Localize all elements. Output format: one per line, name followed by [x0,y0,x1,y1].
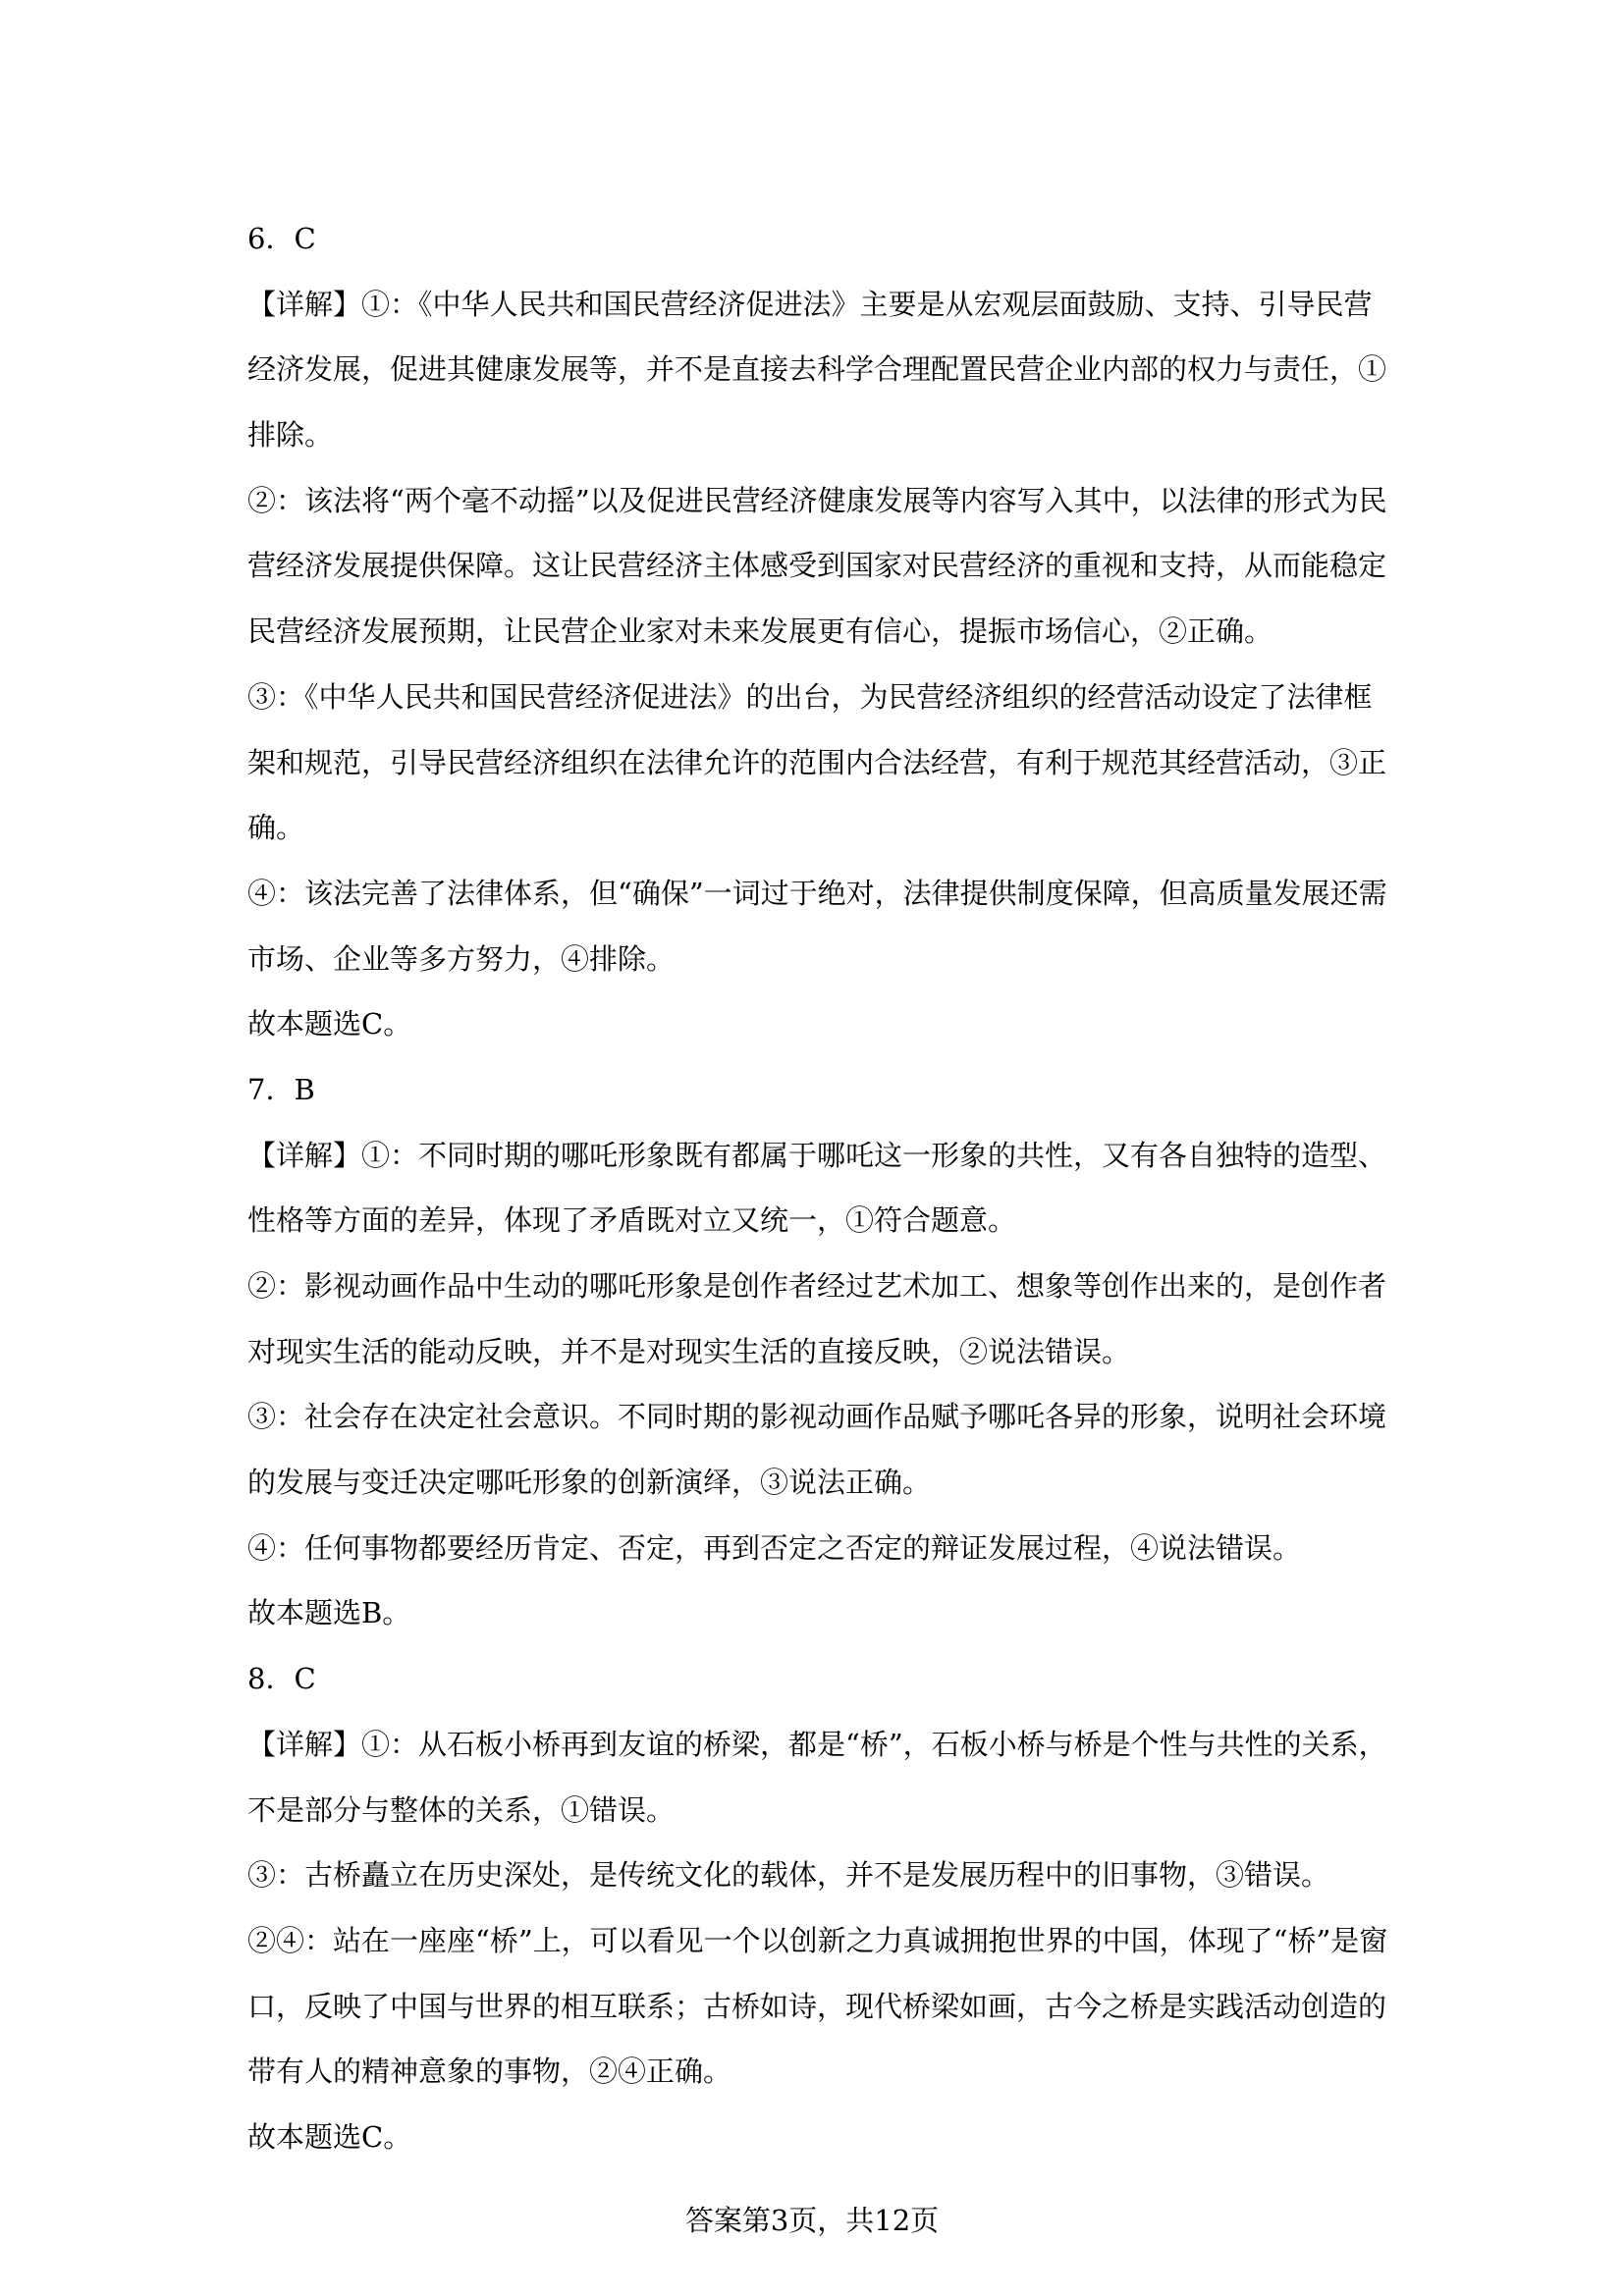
text-line: 的发展与变迁决定哪吒形象的创新演绎，③说法正确。 [247,1466,932,1500]
text-line: 8．C [247,1662,316,1696]
text-line: 确。 [247,811,305,845]
text-line: 经济发展，促进其健康发展等，并不是直接去科学合理配置民营企业内部的权力与责任，① [247,352,1387,387]
text-line: 营经济发展提供保障。这让民营经济主体感受到国家对民营经济的重视和支持，从而能稳定 [247,549,1387,583]
text-line: ②：影视动画作品中生动的哪吒形象是创作者经过艺术加工、想象等创作出来的，是创作者 [247,1269,1387,1303]
text-line: 口，反映了中国与世界的相互联系；古桥如诗，现代桥梁如画，古今之桥是实践活动创造的 [247,1989,1387,2023]
text-line: ③：社会存在决定社会意识。不同时期的影视动画作品赋予哪吒各异的形象，说明社会环境 [247,1400,1387,1434]
text-line: ③：古桥矗立在历史深处，是传统文化的载体，并不是发展历程中的旧事物，③错误。 [247,1858,1330,1893]
text-line: 民营经济发展预期，让民营企业家对未来发展更有信心，提振市场信心，②正确。 [247,614,1273,649]
text-line: 故本题选C。 [247,2119,412,2154]
text-line: 【详解】①：《中华人民共和国民营经济促进法》主要是从宏观层面鼓励、支持、引导民营 [247,287,1373,321]
page-footer: 答案第3页，共12页 [684,2204,940,2237]
text-line: 市场、企业等多方努力，④排除。 [247,941,676,976]
text-line: 【详解】①：从石板小桥再到友谊的桥梁，都是“桥”，石板小桥与桥是个性与共性的关系， [247,1727,1387,1761]
text-line: 【详解】①：不同时期的哪吒形象既有都属于哪吒这一形象的共性，又有各自独特的造型、 [247,1138,1387,1172]
text-line: ④：任何事物都要经历肯定、否定，再到否定之否定的辩证发展过程，④说法错误。 [247,1530,1302,1565]
text-line: ④：该法完善了法律体系，但“确保”一词过于绝对，法律提供制度保障，但高质量发展还需 [247,876,1387,910]
text-line: 故本题选C。 [247,1007,412,1041]
answer-content [247,206,1386,2170]
text-line: 对现实生活的能动反映，并不是对现实生活的直接反映，②说法错误。 [247,1334,1131,1368]
text-line: 带有人的精神意象的事物，②④正确。 [247,2055,732,2089]
text-line: 7．B [247,1072,315,1106]
text-line: 排除。 [247,418,334,453]
text-line: 6．C [247,222,316,255]
text-line: 架和规范，引导民营经济组织在法律允许的范围内合法经营，有利于规范其经营活动，③正 [247,745,1387,779]
text-line: 故本题选B。 [247,1596,411,1630]
text-line: 不是部分与整体的关系，①错误。 [247,1792,676,1827]
text-line: ③：《中华人民共和国民营经济促进法》的出台，为民营经济组织的经营活动设定了法律框 [247,679,1373,714]
text-line: ②④：站在一座座“桥”上，可以看见一个以创新之力真诚拥抱世界的中国，体现了“桥”是窗 [247,1923,1388,1957]
text-line: ②：该法将“两个毫不动摇”以及促进民营经济健康发展等内容写入其中，以法律的形式为民 [247,483,1387,517]
text-line: 性格等方面的差异，体现了矛盾既对立又统一，①符合题意。 [247,1203,1017,1238]
